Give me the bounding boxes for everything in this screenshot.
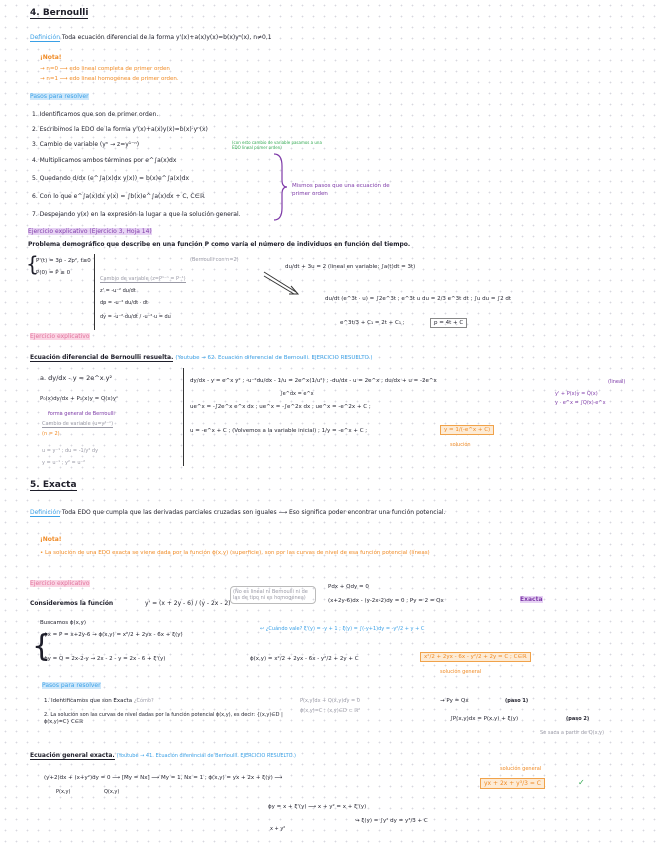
solucion-label: solución (450, 442, 471, 448)
ejercicio-4-header (30, 752, 296, 759)
system-eq-2: P(0) = P̄ ≥ 0 (36, 270, 71, 276)
definition-row (30, 34, 272, 41)
divider-line-2 (183, 368, 184, 466)
paso-2-note: Se saca a partir de Q(x,y) (540, 730, 605, 736)
paso-2: 2. La solución son las curvas de nivel dadas por la función potencial ϕ(x,y), es decir: {(x,y)∈D | ϕ(x,y)=C} C∈ℝ (44, 712, 283, 725)
x-plus-y2: x + y² (270, 826, 286, 832)
pdx-line-2: (x+2y-6)dx - (y-2x-2)dy = 0 ; Py = 2 = Qx (328, 598, 444, 604)
step-2: 2. Escribimos la EDO de la forma y'(x)+a(x)y(x)=b(x)·yⁿ(x) (32, 126, 208, 133)
eq-a: a. dy/dx - y = 2e^x y² (40, 374, 113, 382)
nota-text-2: • La solución de una EDO exacta se viene dada por la función ϕ(x,y) (superficie), son por las curvas de nivel de esa función potencial (líneas) (40, 550, 430, 556)
paso-1-rhs: P(x,y)dx + Q(x,y)dy = 0 (300, 698, 360, 704)
u-line-2: y = u⁻¹ ; y² = u⁻² (42, 460, 86, 466)
integrating-factor: ∫e^dx = e^x (280, 391, 314, 397)
paso-1-text: 1. Identificamos que son Exacta (44, 698, 133, 704)
phi-solution: ϕ(x,y) = x²/2 + 2yx - 6x - y²/2 + 2y + C (250, 656, 359, 662)
brace-note: Mismos pasos que una ecuación de primer orden (292, 183, 390, 197)
function-y-prime: y' = (x + 2y - 6) / (y - 2x - 2) (145, 600, 231, 607)
sol-general-label: solución general (500, 766, 542, 772)
nota-label: ¡Nota! (40, 54, 62, 61)
nota-label-2: ¡Nota! (40, 536, 62, 543)
paso-1-question: ¿Cómo? (133, 698, 154, 704)
section-4-title: 4. Bernoulli (30, 8, 89, 18)
step-7: 7. Despejando y(x) en la expresión la lugar a que la solución general. (32, 211, 241, 218)
problema-text: Problema demográfico que describe en una función P como varía el número de individuos en función del tiempo. (28, 241, 411, 248)
definition-text-2: Toda EDO que cumpla que las derivadas parciales cruzadas son iguales ⟶ Eso significa poder encontrar una función potencial. (61, 509, 446, 516)
solution-line-1: dy/dx - y = e^x y² ; -u⁻²du/dx - 1/u = 2e^x(1/u²) ; -du/dx - u = 2e^x ; du/dx + u = -2e^x (190, 378, 437, 384)
consideremos-text: Consideremos la función (30, 600, 114, 607)
nota-line-1: → n=0 ⟶ edo lineal completa de primer orden (40, 66, 170, 72)
ejercicio-2-label: Ejercicio explicativo (30, 333, 90, 340)
definition-row-2 (30, 506, 630, 519)
step-1: 1. Identificamos que son de primer orden. (32, 111, 159, 118)
step-5: 5. Quedando d/dx (e^∫a(x)dx y(x)) = b(x)e^∫a(x)dx (32, 175, 190, 182)
right-eq-2: du/dt (e^3t · u) = ∫2e^3t ; e^3t u du = 2/3 e^3t dt ; ∫u du = ∫2 dt (325, 296, 512, 302)
buscamos-line: Buscamos ϕ(x,y) (40, 620, 87, 626)
phi-system-brace: { (32, 629, 52, 664)
right-eq-3: e^3t/3 + C₁ = 2t + C₁ ; (340, 320, 405, 326)
paso-1 (44, 698, 154, 704)
right-eq-1: du/dt + 3u = 2 (lineal en variable; ∫a(t)dt = 3t) (285, 264, 416, 270)
youtube-link[interactable]: (Youtube → 62. Ecuación diferencial de Bernoulli. EJERCICIO RESUELTO.) (175, 355, 373, 361)
solution-line-3: u = -e^x + C ; (Volvemos a la variable inicial) ; 1/y = -e^x + C ; (190, 428, 368, 434)
step-6: 6. Con lo que e^∫a(x)dx y(x) = ∫b(x)e^∫a(x)dx + C, C∈ℝ (32, 193, 205, 200)
curly-brace (270, 152, 288, 222)
cambio-variable: Cambio de variable (z=P¹⁻ⁿ = P⁻¹) (100, 276, 186, 282)
bernoulli-note: (Bernoulli con n=2) (190, 257, 239, 263)
ejercicio-label: Ejercicio explicativo (Ejercicio 3, Hoja 14) (28, 228, 152, 235)
step-3-note: (con esto cambio de variable pasamos a una EDO lineal primer orden) (232, 140, 322, 150)
ejercicio-2-title: Ecuación diferencial de Bernoulli resuelta. (30, 354, 174, 361)
general-form: P₀(x)dy/dx + P₁(x)y = Q(x)yⁿ (40, 396, 119, 402)
divider-line (94, 254, 95, 330)
lineal-tag: (lineal) (608, 379, 626, 385)
step-4: 4. Multiplicamos ambos términos por e^∫a(x)dx (32, 157, 177, 164)
result-box: p = 4t + C (430, 318, 467, 328)
definition-label: Definición (30, 34, 60, 41)
y-integral-form: y · e^x = ∫Q(x)·e^x (555, 400, 606, 406)
ejercicio-4-title: Ecuación general exacta. (30, 752, 115, 759)
dy-line: dy = -u⁻²·du/dt / -u⁻²·u = du (100, 314, 171, 320)
paso-1-tag: (paso 1) (505, 698, 529, 704)
system-brace: { (26, 252, 39, 276)
q-label: Q(x,y) (104, 789, 120, 795)
paso-1-rhs-2: ϕ(x,y)=C ; (x,y)∈D ⊂ ℝ² (300, 708, 361, 714)
n-equals-2: (n = 2) (42, 431, 60, 437)
step-3: 3. Cambio de variable (yⁿ → z=y¹⁻ⁿ) (32, 141, 140, 148)
exacta-tag: Exacta (520, 596, 543, 603)
final-solution-box: yx + 2x + y³/3 = C (480, 778, 545, 789)
phi-y-line: ϕy = Q = 2x-2-y → 2x - 2 - y = 2x - 6 + ξ'(y) (44, 656, 166, 662)
section-5-title: 5. Exacta (30, 480, 77, 490)
paso-2-rhs: ∫P(x,y)dx = P(x,y) + ξ(y) (450, 716, 519, 722)
paso-1-condition: → Py = Qx (440, 698, 469, 704)
solution-line-2: ue^x = -∫2e^x e^x dx ; ue^x = -∫e^2x dx ; ue^x = -e^2x + C ; (190, 404, 371, 410)
function-note: (No es lineal ni Bernoulli ni de las de tipo ni es homogénea) (230, 586, 316, 604)
dp-line: dp = -u⁻² du/dt · dt (100, 300, 148, 306)
phi-sol-general: solución general (440, 669, 482, 675)
y-prime-form: y' + P(x)y = Q(x) (555, 391, 598, 397)
check-icon: ✓ (578, 778, 585, 787)
pasos-label: Pasos para resolver (30, 93, 89, 100)
definition-text: Toda ecuación diferencial de la forma y'(x)+a(x)y(x)=b(x)yⁿ(x), n≠0,1 (61, 34, 272, 41)
cambio-variable-2: Cambio de variable (u=y¹⁻ⁿ) (42, 421, 114, 427)
pasos-label-2: Pasos para resolver (42, 682, 101, 689)
pdx-line-1: Pdx + Qdy = 0 (328, 584, 369, 590)
paso-2-tag: (paso 2) (566, 716, 590, 722)
phi-x-line: ϕx = P = x+2y-6 → ϕ(x,y) = x²/2 + 2yx - 6x + ξ(y) (44, 632, 183, 638)
xi-line: ↪ ξ(y) = ∫y² dy = y³/3 + C (355, 818, 428, 824)
definition-label-2: Definición (30, 509, 60, 516)
exact-eq: (y+2)dx + (x+y²)dy = 0 ⟶ [My = Nx] ⟶ My = 1, Nx = 1 ; ϕ(x,y) = yx + 2x + ξ(y) ⟶ (44, 775, 283, 781)
dz-line: z' = -u⁻² du/dt (100, 288, 136, 294)
ejercicio-3-label: Ejercicio explicativo (30, 580, 90, 587)
solution-box: y = 1/(-e^x + C) (440, 425, 494, 435)
forma-general-note: forma general de Bernoulli (48, 411, 115, 417)
system-eq-1: P'(t) = 3p - 2p², t≥0 (36, 258, 91, 264)
arrow-icon (262, 270, 302, 296)
phi-box: x²/2 + 2yx - 6x - y²/2 + 2y = C ; C∈ℝ (420, 652, 531, 662)
phi-note: ↩ ¿Cuándo vale? ξ'(y) = -y + 1 ; ξ(y) = ∫(-y+1)dy = -y²/2 + y + C (260, 626, 425, 632)
youtube-link-2[interactable]: (Youtube → 41. Ecuación diferencial de Bernoulli. EJERCICIO RESUELTO.) (116, 753, 296, 759)
phi-y-eq: ϕy = x + ξ'(y) ⟶ x + y² = x + ξ'(y) (268, 804, 367, 810)
ejercicio-2-header (30, 354, 373, 361)
nota-line-2: → n=1 ⟶ edo lineal homogénea de primer orden. (40, 76, 179, 82)
p-label: P(x,y) (56, 789, 71, 795)
u-line-1: u = y⁻¹ ; du = -1/y² dy (42, 448, 99, 454)
